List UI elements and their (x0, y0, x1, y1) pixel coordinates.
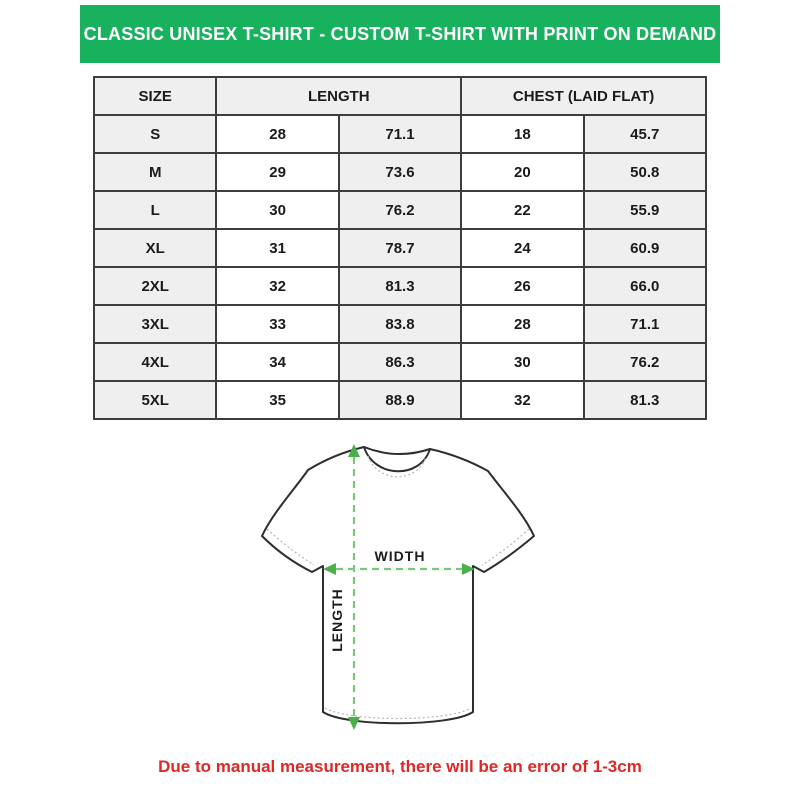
length-in-cell: 28 (216, 115, 338, 153)
chest-in-cell: 18 (461, 115, 583, 153)
table-row (94, 191, 706, 229)
chest-in-cell: 22 (461, 191, 583, 229)
length-cm-cell: 86.3 (339, 343, 461, 381)
chest-cm-cell: 81.3 (584, 381, 706, 419)
table-row (94, 115, 706, 153)
length-in-cell: 34 (216, 343, 338, 381)
chest-cm-cell: 76.2 (584, 343, 706, 381)
size-cell: L (94, 191, 216, 229)
length-label: LENGTH (329, 588, 345, 652)
chest-cm-cell: 66.0 (584, 267, 706, 305)
table-header-row (94, 77, 706, 115)
chest-in-cell: 28 (461, 305, 583, 343)
length-in-cell: 29 (216, 153, 338, 191)
width-label: WIDTH (374, 548, 426, 564)
chest-cm-cell: 45.7 (584, 115, 706, 153)
tshirt-outline-icon (262, 447, 534, 723)
table-row (94, 267, 706, 305)
length-cm-cell: 73.6 (339, 153, 461, 191)
size-cell: M (94, 153, 216, 191)
chest-cm-cell: 50.8 (584, 153, 706, 191)
length-cm-cell: 78.7 (339, 229, 461, 267)
chest-in-cell: 32 (461, 381, 583, 419)
chest-cm-cell: 60.9 (584, 229, 706, 267)
size-cell: 5XL (94, 381, 216, 419)
size-cell: 4XL (94, 343, 216, 381)
tshirt-measurement-diagram (258, 430, 538, 740)
length-cm-cell: 71.1 (339, 115, 461, 153)
length-cm-cell: 81.3 (339, 267, 461, 305)
table-row (94, 305, 706, 343)
header-chest: CHEST (LAID FLAT) (461, 77, 706, 115)
chest-in-cell: 20 (461, 153, 583, 191)
size-cell: S (94, 115, 216, 153)
size-cell: 3XL (94, 305, 216, 343)
table-row (94, 381, 706, 419)
length-in-cell: 35 (216, 381, 338, 419)
chest-in-cell: 30 (461, 343, 583, 381)
title-banner: CLASSIC UNISEX T-SHIRT - CUSTOM T-SHIRT WITH PRINT ON DEMAND (80, 5, 720, 63)
measurement-error-note: Due to manual measurement, there will be an error of 1-3cm (158, 757, 642, 776)
length-cm-cell: 83.8 (339, 305, 461, 343)
size-table (93, 76, 707, 420)
header-size: SIZE (94, 77, 216, 115)
table-row (94, 343, 706, 381)
chest-cm-cell: 71.1 (584, 305, 706, 343)
table-row (94, 153, 706, 191)
size-cell: XL (94, 229, 216, 267)
chest-in-cell: 24 (461, 229, 583, 267)
length-cm-cell: 76.2 (339, 191, 461, 229)
length-in-cell: 33 (216, 305, 338, 343)
length-cm-cell: 88.9 (339, 381, 461, 419)
header-length: LENGTH (216, 77, 461, 115)
chest-in-cell: 26 (461, 267, 583, 305)
length-in-cell: 32 (216, 267, 338, 305)
length-in-cell: 31 (216, 229, 338, 267)
chest-cm-cell: 55.9 (584, 191, 706, 229)
length-in-cell: 30 (216, 191, 338, 229)
table-row (94, 229, 706, 267)
size-cell: 2XL (94, 267, 216, 305)
